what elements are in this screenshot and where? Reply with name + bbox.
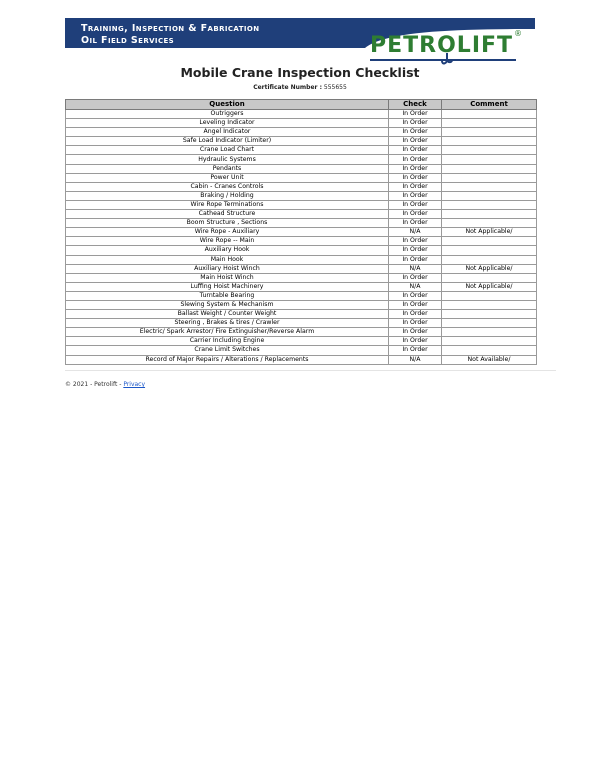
- question-cell: Carrier Including Engine: [66, 337, 389, 346]
- comment-cell: [442, 191, 537, 200]
- table-body: [66, 110, 537, 365]
- table-row: [66, 182, 537, 191]
- comment-cell: [442, 273, 537, 282]
- check-cell: In Order: [389, 346, 442, 355]
- comment-cell: [442, 337, 537, 346]
- check-cell: In Order: [389, 219, 442, 228]
- comment-cell: [442, 237, 537, 246]
- question-cell: Main Hook: [66, 255, 389, 264]
- comment-cell: [442, 346, 537, 355]
- table-row: [66, 237, 537, 246]
- logo-text: PETROLIFT: [370, 33, 514, 58]
- table-row: [66, 328, 537, 337]
- question-cell: Crane Load Chart: [66, 146, 389, 155]
- table-row: [66, 128, 537, 137]
- inspection-table: [65, 99, 537, 365]
- header-check: Check: [389, 100, 442, 110]
- banner-line-2: Oil Field Services: [81, 35, 175, 46]
- comment-cell: [442, 291, 537, 300]
- question-cell: Wire Rope -- Main: [66, 237, 389, 246]
- question-cell: Main Hoist Winch: [66, 273, 389, 282]
- check-cell: In Order: [389, 164, 442, 173]
- check-cell: In Order: [389, 273, 442, 282]
- comment-cell: [442, 182, 537, 191]
- check-cell: In Order: [389, 146, 442, 155]
- comment-cell: [442, 328, 537, 337]
- table-header-row: [66, 100, 537, 110]
- comment-cell: [442, 200, 537, 209]
- table-row: [66, 228, 537, 237]
- comment-cell: [442, 319, 537, 328]
- question-cell: Safe Load Indicator (Limiter): [66, 137, 389, 146]
- comment-cell: [442, 219, 537, 228]
- certificate-line: [0, 84, 600, 91]
- question-cell: Luffing Hoist Machinery: [66, 282, 389, 291]
- question-cell: Slewing System & Mechanism: [66, 300, 389, 309]
- table-row: [66, 246, 537, 255]
- check-cell: In Order: [389, 246, 442, 255]
- table-row: [66, 110, 537, 119]
- table-row: [66, 137, 537, 146]
- comment-cell: [442, 137, 537, 146]
- table-row: [66, 291, 537, 300]
- comment-cell: Not Applicable/: [442, 228, 537, 237]
- check-cell: In Order: [389, 291, 442, 300]
- check-cell: In Order: [389, 237, 442, 246]
- certificate-label: Certificate Number :: [253, 84, 322, 91]
- check-cell: In Order: [389, 119, 442, 128]
- check-cell: In Order: [389, 173, 442, 182]
- table-row: [66, 319, 537, 328]
- table-row: [66, 200, 537, 209]
- check-cell: In Order: [389, 110, 442, 119]
- check-cell: N/A: [389, 282, 442, 291]
- question-cell: Crane Limit Switches: [66, 346, 389, 355]
- comment-cell: [442, 146, 537, 155]
- check-cell: In Order: [389, 300, 442, 309]
- question-cell: Cathead Structure: [66, 210, 389, 219]
- banner-line-1: Training, Inspection & Fabrication: [81, 23, 260, 34]
- comment-cell: [442, 128, 537, 137]
- check-cell: In Order: [389, 337, 442, 346]
- table-row: [66, 146, 537, 155]
- check-cell: In Order: [389, 128, 442, 137]
- question-cell: Outriggers: [66, 110, 389, 119]
- check-cell: In Order: [389, 137, 442, 146]
- petrolift-logo: [370, 29, 522, 67]
- question-cell: Braking / Holding: [66, 191, 389, 200]
- check-cell: In Order: [389, 319, 442, 328]
- question-cell: Boom Structure , Sections: [66, 219, 389, 228]
- table-row: [66, 119, 537, 128]
- check-cell: In Order: [389, 155, 442, 164]
- comment-cell: [442, 310, 537, 319]
- check-cell: In Order: [389, 210, 442, 219]
- question-cell: Record of Major Repairs / Alterations / Replacements: [66, 355, 389, 364]
- table-row: [66, 219, 537, 228]
- table-row: [66, 337, 537, 346]
- check-cell: In Order: [389, 310, 442, 319]
- certificate-number: 555655: [323, 84, 347, 91]
- privacy-link[interactable]: Privacy: [123, 381, 146, 388]
- table-row: [66, 310, 537, 319]
- comment-cell: [442, 246, 537, 255]
- question-cell: Wire Rope Terminations: [66, 200, 389, 209]
- question-cell: Auxiliary Hook: [66, 246, 389, 255]
- check-cell: In Order: [389, 182, 442, 191]
- question-cell: Leveling Indicator: [66, 119, 389, 128]
- table-row: [66, 300, 537, 309]
- check-cell: In Order: [389, 255, 442, 264]
- header-question: Question: [66, 100, 389, 110]
- question-cell: Steering , Brakes & tires / Crawler: [66, 319, 389, 328]
- comment-cell: [442, 210, 537, 219]
- question-cell: Turntable Bearing: [66, 291, 389, 300]
- table-row: [66, 264, 537, 273]
- comment-cell: [442, 173, 537, 182]
- header-comment: Comment: [442, 100, 537, 110]
- page-title: Mobile Crane Inspection Checklist: [180, 65, 420, 80]
- comment-cell: [442, 300, 537, 309]
- comment-cell: Not Available/: [442, 355, 537, 364]
- table-row: [66, 255, 537, 264]
- table-row: [66, 346, 537, 355]
- check-cell: N/A: [389, 264, 442, 273]
- question-cell: Angel Indicator: [66, 128, 389, 137]
- table-row: [66, 273, 537, 282]
- table-row: [66, 191, 537, 200]
- comment-cell: [442, 119, 537, 128]
- question-cell: Cabin - Cranes Controls: [66, 182, 389, 191]
- comment-cell: Not Applicable/: [442, 264, 537, 273]
- check-cell: N/A: [389, 355, 442, 364]
- table-row: [66, 282, 537, 291]
- comment-cell: [442, 110, 537, 119]
- question-cell: Electric/ Spark Arrestor/ Fire Extinguisher/Reverse Alarm: [66, 328, 389, 337]
- question-cell: Hydraulic Systems: [66, 155, 389, 164]
- table-row: [66, 355, 537, 364]
- footer: [65, 381, 145, 388]
- table-row: [66, 164, 537, 173]
- question-cell: Ballast Weight / Counter Weight: [66, 310, 389, 319]
- question-cell: Auxiliary Hoist Winch: [66, 264, 389, 273]
- check-cell: In Order: [389, 191, 442, 200]
- comment-cell: [442, 155, 537, 164]
- question-cell: Pendants: [66, 164, 389, 173]
- footer-copyright: © 2021 - Petrolift -: [65, 381, 122, 388]
- comment-cell: Not Applicable/: [442, 282, 537, 291]
- question-cell: Power Unit: [66, 173, 389, 182]
- comment-cell: [442, 164, 537, 173]
- check-cell: N/A: [389, 228, 442, 237]
- footer-divider: [65, 370, 556, 371]
- question-cell: Wire Rope - Auxiliary: [66, 228, 389, 237]
- table-row: [66, 155, 537, 164]
- registered-mark: ®: [514, 29, 522, 38]
- check-cell: In Order: [389, 200, 442, 209]
- table-row: [66, 173, 537, 182]
- table-row: [66, 210, 537, 219]
- comment-cell: [442, 255, 537, 264]
- check-cell: In Order: [389, 328, 442, 337]
